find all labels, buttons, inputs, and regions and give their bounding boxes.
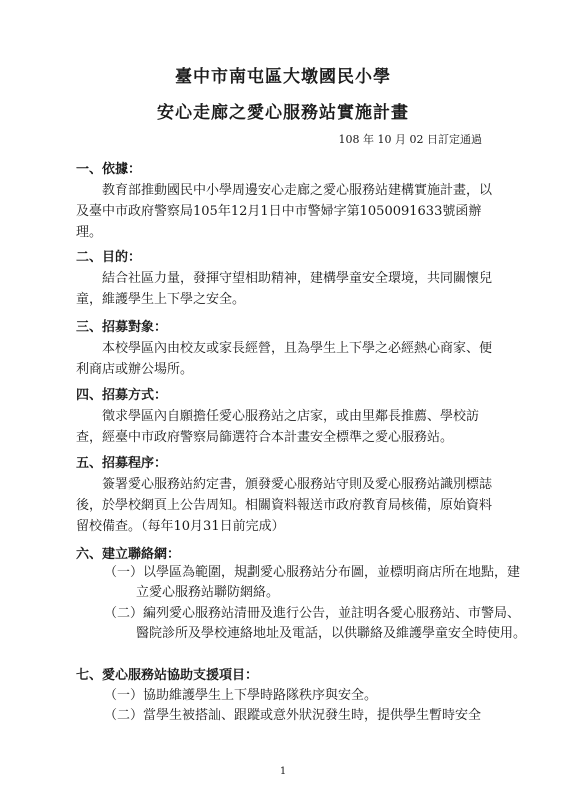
section-heading-2: 二、目的：: [76, 250, 142, 265]
section-heading-5: 五、招募程序：: [76, 456, 168, 471]
list-item: （一）以學區為範圍，規劃愛心服務站分布圖，並標明商店所在地點，建立愛心服務站聯防網絡。: [104, 565, 521, 600]
school-title: 臺中市南屯區大墩國民小學: [175, 67, 391, 87]
section-body-1: 教育部推動國民中小學周邊安心走廊之愛心服務站建構實施計畫，以及臺中市政府警察局105年12月1日中市警婦字第1050091633號函辦理。: [76, 183, 493, 240]
section-heading-4: 四、招募方式：: [76, 388, 168, 403]
page-number: 1: [279, 766, 287, 777]
list-item: （二）當學生被搭訕、跟蹤或意外狀況發生時，提供學生暫時安全: [104, 708, 482, 723]
section-body-5: 簽署愛心服務站約定書，頒發愛心服務站守則及愛心服務站識別標誌後，於學校網頁上公告周知。相關資料報送市政府教育局核備，原始資料留校備查。（每年10月31日前完成）: [76, 477, 493, 534]
section-body-3: 本校學區內由校友或家長經營，且為學生上下學之必經熱心商家、便利商店或辦公場所。: [76, 341, 493, 377]
section-heading-7: 七、愛心服務站協助支援項目：: [76, 668, 259, 683]
section-body-2: 結合社區力量，發揮守望相助精神，建構學童安全環境，共同關懷兒童，維護學生上下學之安全。: [76, 271, 493, 307]
section-heading-1: 一、依據：: [76, 162, 142, 177]
list-item: （一）協助維護學生上下學時路隊秩序與安全。: [104, 688, 378, 703]
section-body-4: 徵求學區內自願擔任愛心服務站之店家，或由里鄰長推薦、學校訪查，經臺中市政府警察局篩選符合本計畫安全標準之愛心服務站。: [76, 409, 480, 445]
approved-date: 108 年 10 月 02 日訂定通過: [338, 133, 482, 146]
plan-title: 安心走廊之愛心服務站實施計畫: [157, 103, 409, 123]
section-heading-3: 三、招募對象：: [76, 320, 168, 335]
section-heading-6: 六、建立聯絡網：: [76, 547, 181, 562]
list-item: （二）編列愛心服務站清冊及進行公告，並註明各愛心服務站、市警局、醫院診所及學校連絡地址及電話，以供聯絡及維護學童安全時使用。: [104, 606, 527, 641]
